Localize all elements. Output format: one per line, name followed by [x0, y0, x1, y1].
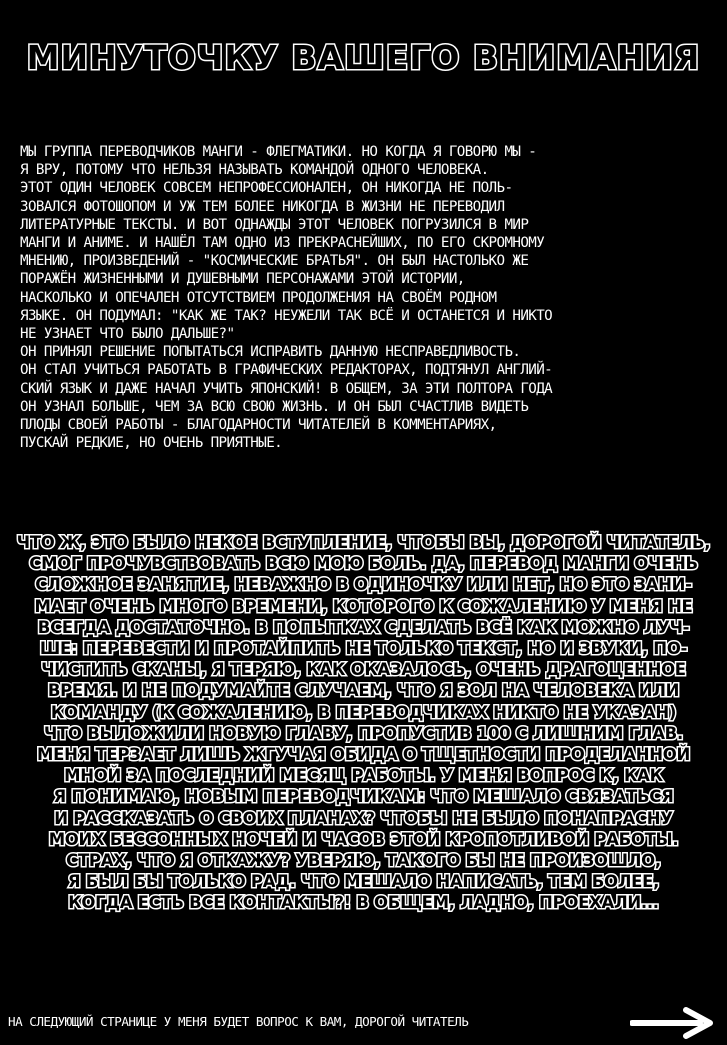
- intro-line: ОН СТАЛ УЧИТЬСЯ РАБОТАТЬ В ГРАФИЧЕСКИХ РЕДАКТОРАХ, ПОДТЯНУЛ АНГЛИЙ-: [20, 362, 553, 379]
- intro-line: НАСКОЛЬКО И ОПЕЧАЛЕН ОТСУТСТВИЕМ ПРОДОЛЖЕНИЯ НА СВОЁМ РОДНОМ: [20, 289, 497, 306]
- main-line: КОГДА ЕСТЬ ВСЕ КОНТАКТЫ?! В ОБЩЕМ, ЛАДНО, ПРОЕХАЛИ...: [68, 893, 659, 913]
- main-line: ВСЕГДА ДОСТАТОЧНО. В ПОПЫТКАХ СДЕЛАТЬ ВСЁ КАК МОЖНО ЛУЧ-: [37, 617, 690, 637]
- intro-text: [20, 143, 712, 452]
- main-text: [0, 532, 727, 914]
- main-line: МОИХ БЕССОННЫХ НОЧЕЙ И ЧАСОВ ЭТОЙ КРОПОТЛИВОЙ РАБОТЫ.: [48, 829, 679, 849]
- intro-line: МАНГИ И АНИМЕ. И НАШЁЛ ТАМ ОДНО ИЗ ПРЕКРАСНЕЙШИХ, ПО ЕГО СКРОМНОМУ: [20, 235, 545, 252]
- intro-line: МЫ ГРУППА ПЕРЕВОДЧИКОВ МАНГИ - ФЛЕГМАТИКИ. НО КОГДА Я ГОВОРЮ МЫ -: [20, 144, 537, 160]
- main-line: ЧТО ВЫЛОЖИЛИ НОВУЮ ГЛАВУ, ПРОПУСТИВ 100 С ЛИШНИМ ГЛАВ.: [44, 723, 683, 743]
- main-line: МАЕТ ОЧЕНЬ МНОГО ВРЕМЕНИ, КОТОРОГО К СОЖАЛЕНИЮ У МЕНЯ НЕ: [34, 596, 693, 616]
- main-line: И РАССКАЗАТЬ О СВОИХ ПЛАНАХ? ЧТОБЫ НЕ БЫЛО ПОНАПРАСНУ: [54, 808, 673, 828]
- intro-line: ОН ПРИНЯЛ РЕШЕНИЕ ПОПЫТАТЬСЯ ИСПРАВИТЬ ДАННУЮ НЕСПРАВЕДЛИВОСТЬ.: [20, 344, 521, 361]
- main-line: СТРАХ, ЧТО Я ОТКАЖУ? УВЕРЯЮ, ТАКОГО БЫ НЕ ПРОИЗОШЛО,: [66, 851, 661, 871]
- intro-line: ПОРАЖЁН ЖИЗНЕННЫМИ И ДУШЕВНЫМИ ПЕРСОНАЖАМИ ЭТОЙ ИСТОРИИ,: [20, 271, 465, 288]
- main-line: МЕНЯ ТЕРЗАЕТ ЛИШЬ ЖГУЧАЯ ОБИДА О ТЩЕТНОСТИ ПРОДЕЛАННОЙ: [37, 745, 690, 765]
- main-line: МНОЙ ЗА ПОСЛЕДНИЙ МЕСЯЦ РАБОТЫ. У МЕНЯ ВОПРОС К, КАК: [64, 766, 663, 786]
- main-line: Я ПОНИМАЮ, НОВЫМ ПЕРЕВОДЧИКАМ: ЧТО МЕШАЛО СВЯЗАТЬСЯ: [53, 787, 674, 807]
- intro-line: Я ВРУ, ПОТОМУ ЧТО НЕЛЬЗЯ НАЗЫВАТЬ КОМАНДОЙ ОДНОГО ЧЕЛОВЕКА.: [20, 162, 489, 179]
- footer-note: НА СЛЕДУЮЩИЙ СТРАНИЦЕ У МЕНЯ БУДЕТ ВОПРОС К ВАМ, ДОРОГОЙ ЧИТАТЕЛЬ: [8, 1014, 469, 1029]
- intro-line: НЕ УЗНАЕТ ЧТО БЫЛО ДАЛЬШЕ?": [20, 326, 235, 343]
- main-line: ЧИСТИТЬ СКАНЫ, Я ТЕРЯЮ, КАК ОКАЗАЛОСЬ, ОЧЕНЬ ДРАГОЦЕННОЕ: [41, 660, 686, 680]
- main-line: СМОГ ПРОЧУВСТВОВАТЬ ВСЮ МОЮ БОЛЬ. ДА, ПЕРЕВОД МАНГИ ОЧЕНЬ: [29, 554, 698, 574]
- page-title: МИНУТОЧКУ ВАШЕГО ВНИМАНИЯ: [26, 38, 701, 77]
- intro-line: ЭТОТ ОДИН ЧЕЛОВЕК СОВСЕМ НЕПРОФЕССИОНАЛЕН, ОН НИКОГДА НЕ ПОЛЬ-: [20, 180, 513, 197]
- intro-line: ЗОВАЛСЯ ФОТОШОПОМ И УЖ ТЕМ БОЛЕЕ НИКОГДА В ЖИЗНИ НЕ ПЕРЕВОДИЛ: [20, 198, 505, 215]
- intro-line: ПЛОДЫ СВОЕЙ РАБОТЫ - БЛАГОДАРНОСТИ ЧИТАТЕЛЕЙ В КОММЕНТАРИЯХ,: [20, 417, 497, 434]
- main-line: СЛОЖНОЕ ЗАНЯТИЕ, НЕВАЖНО В ОДИНОЧКУ ИЛИ НЕТ, НО ЭТО ЗАНИ-: [35, 575, 692, 595]
- main-line: Я БЫЛ БЫ ТОЛЬКО РАД. ЧТО МЕШАЛО НАПИСАТЬ, ТЕМ БОЛЕЕ,: [67, 872, 660, 892]
- main-line: КОМАНДУ (К СОЖАЛЕНИЮ, В ПЕРЕВОДЧИКАХ НИКТО НЕ УКАЗАН): [50, 702, 677, 722]
- right-arrow-icon: [630, 1006, 714, 1040]
- intro-line: МНЕНИЮ, ПРОИЗВЕДЕНИЙ - "КОСМИЧЕСКИЕ БРАТЬЯ". ОН БЫЛ НАСТОЛЬКО ЖЕ: [20, 253, 529, 270]
- intro-line: ЛИТЕРАТУРНЫЕ ТЕКСТЫ. И ВОТ ОДНАЖДЫ ЭТОТ ЧЕЛОВЕК ПОГРУЗИЛСЯ В МИР: [20, 216, 529, 233]
- intro-line: ПУСКАЙ РЕДКИЕ, НО ОЧЕНЬ ПРИЯТНЫЕ.: [20, 435, 283, 452]
- main-line: ЧТО Ж, ЭТО БЫЛО НЕКОЕ ВСТУПЛЕНИЕ, ЧТОБЫ ВЫ, ДОРОГОЙ ЧИТАТЕЛЬ,: [16, 533, 711, 552]
- intro-line: ЯЗЫКЕ. ОН ПОДУМАЛ: "КАК ЖЕ ТАК? НЕУЖЕЛИ ТАК ВСЁ И ОСТАНЕТСЯ И НИКТО: [20, 307, 553, 324]
- main-line: ШЕ: ПЕРЕВЕСТИ И ПРОТАЙПИТЬ НЕ ТОЛЬКО ТЕКСТ, НО И ЗВУКИ, ПО-: [39, 639, 688, 659]
- intro-line: ОН УЗНАЛ БОЛЬШЕ, ЧЕМ ЗА ВСЮ СВОЮ ЖИЗНЬ. И ОН БЫЛ СЧАСТЛИВ ВИДЕТЬ: [20, 398, 529, 415]
- intro-line: СКИЙ ЯЗЫК И ДАЖЕ НАЧАЛ УЧИТЬ ЯПОНСКИЙ! В ОБЩЕМ, ЗА ЭТИ ПОЛТОРА ГОДА: [20, 380, 553, 397]
- main-line: ВРЕМЯ. И НЕ ПОДУМАЙТЕ СЛУЧАЕМ, ЧТО Я ЗОЛ НА ЧЕЛОВЕКА ИЛИ: [47, 681, 680, 701]
